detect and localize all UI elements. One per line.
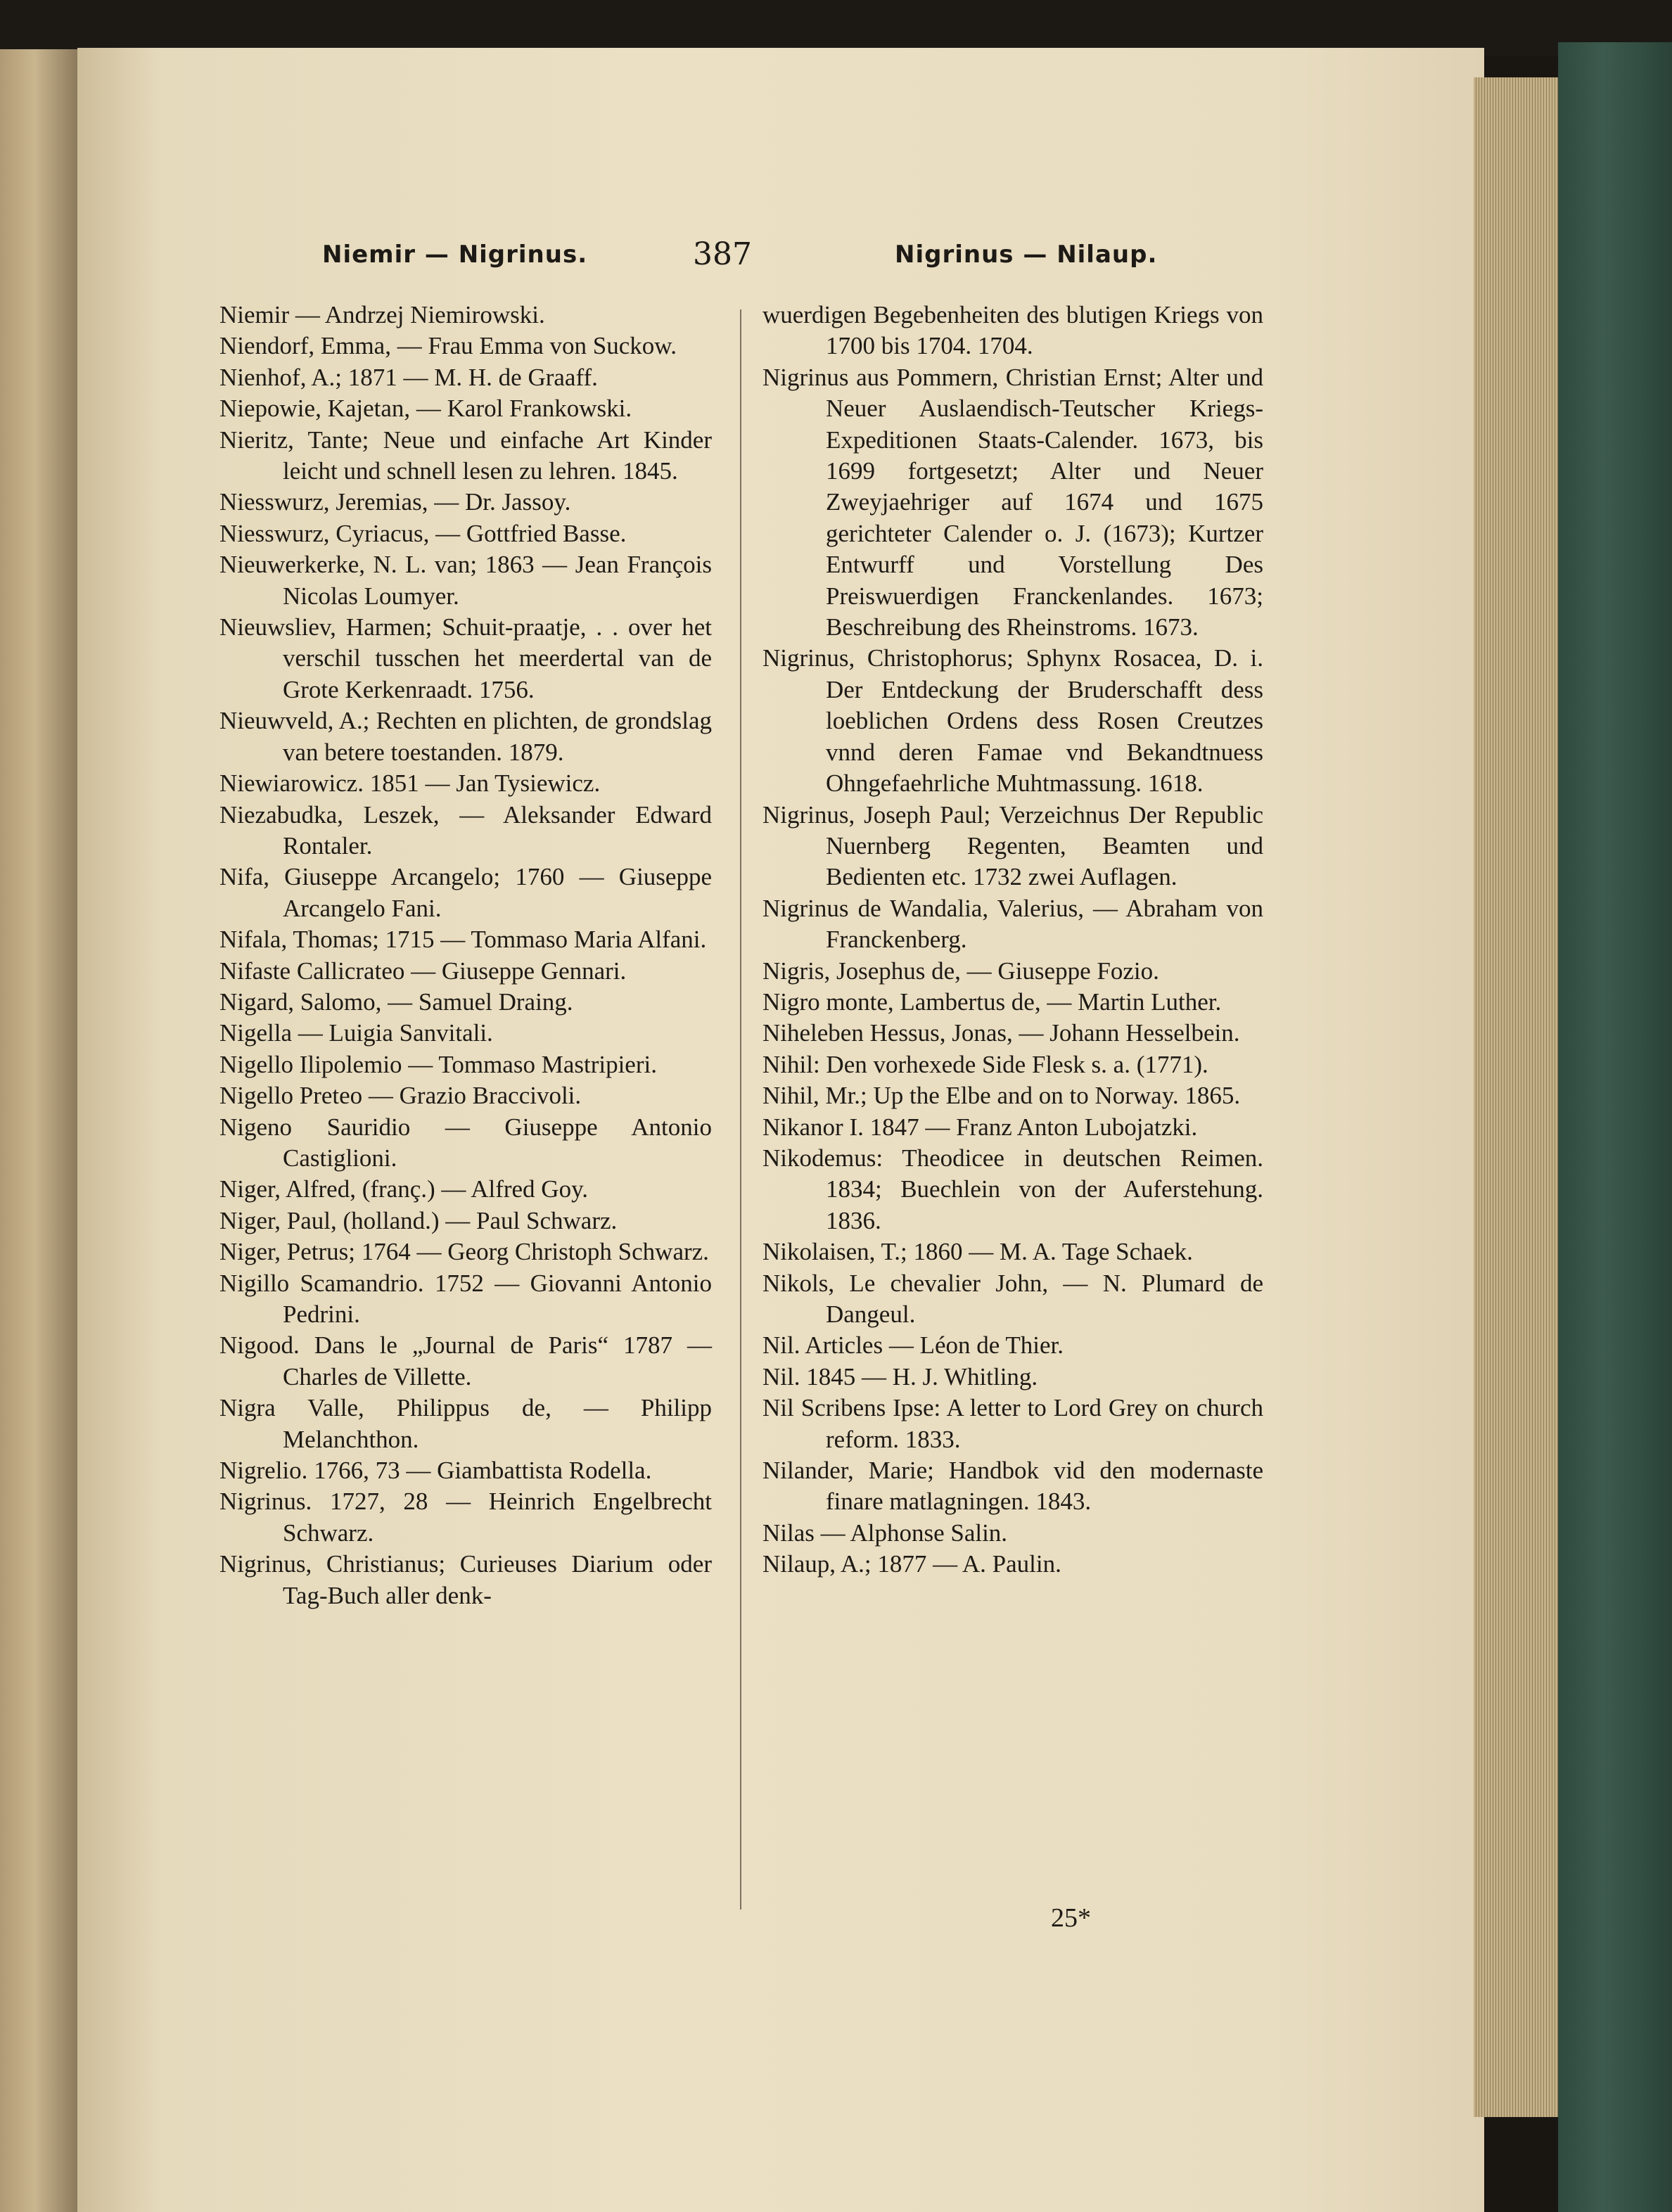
index-entry: Nigello Preteo — Grazio Braccivoli. <box>219 1082 582 1110</box>
index-entry: Nilander, Marie; Handbok vid den modernaste finare matlagningen. 1843. <box>762 1457 1263 1516</box>
index-entry: Nieuwveld, A.; Rechten en plichten, de grondslag van betere toestanden. 1879. <box>219 707 712 766</box>
index-entry: Nienhof, A.; 1871 — M. H. de Graaff. <box>219 363 598 391</box>
index-entry: Nigrinus, Christophorus; Sphynx Rosacea, D. i. Der Entdeckung der Bruderschafft dess loeblichen Ordens dess Rosen Creutzes vnnd deren Famae vnd Bekandtnuess Ohngefaehrliche Muhtmassung. 1618. <box>762 644 1263 798</box>
index-entry: Nikols, Le chevalier John, — N. Plumard de Dangeul. <box>762 1269 1263 1328</box>
index-entry: Nihil: Den vorhexede Side Flesk s. a. (1771). <box>762 1050 1208 1078</box>
book-binding-cloth <box>1558 42 1672 2212</box>
index-entry: Niezabudka, Leszek, — Aleksander Edward Rontaler. <box>219 800 712 859</box>
index-entry: Nigra Valle, Philippus de, — Philipp Melanchthon. <box>219 1394 712 1453</box>
index-entry: Nieuwsliev, Harmen; Schuit-praatje, . . over het verschil tusschen het meerdertal van de Grote Kerkenraadt. 1756. <box>219 613 712 703</box>
index-entry: Nigella — Luigia Sanvitali. <box>219 1019 493 1047</box>
index-entry: wuerdigen Begebenheiten des blutigen Kriegs von 1700 bis 1704. 1704. <box>762 301 1263 360</box>
index-entry: Nigris, Josephus de, — Giuseppe Fozio. <box>762 957 1159 985</box>
index-entry: Niemir — Andrzej Niemirowski. <box>219 301 545 328</box>
index-entry: Niesswurz, Cyriacus, — Gottfried Basse. <box>219 519 627 547</box>
index-entry: Niewiarowicz. 1851 — Jan Tysiewicz. <box>219 769 601 798</box>
index-entry: Nifala, Thomas; 1715 — Tommaso Maria Alfani. <box>219 926 707 954</box>
index-entry: Nigood. Dans le „Journal de Paris“ 1787 — Charles de Villette. <box>219 1331 712 1391</box>
index-entry: Nifaste Callicrateo — Giuseppe Gennari. <box>219 957 627 985</box>
index-entry: Nigrinus aus Pommern, Christian Ernst; Alter und Neuer Auslaendisch-Teutscher Kriegs-Expeditionen Staats-Calender. 1673, bis 1699 fortgesetzt; Alter und Neuer Zweyjaehriger auf 1674 und 1675 gerichteter Calender o. J. (1673); Kurtzer Entwurff und Vorstellung Des Preiswuerdigen Franckenlandes. 1673; Beschreibung des Rheinstroms. 1673. <box>762 363 1263 641</box>
index-entry: Niheleben Hessus, Jonas, — Johann Hesselbein. <box>762 1019 1240 1047</box>
index-entry: Nigeno Sauridio — Giuseppe Antonio Castiglioni. <box>219 1113 712 1172</box>
index-entry: Niepowie, Kajetan, — Karol Frankowski. <box>219 395 632 423</box>
index-entry: Niesswurz, Jeremias, — Dr. Jassoy. <box>219 488 571 516</box>
index-entry: Niger, Alfred, (franç.) — Alfred Goy. <box>219 1175 589 1203</box>
index-entry: Nigrinus, Joseph Paul; Verzeichnus Der Republic Nuernberg Regenten, Beamten und Bedienten etc. 1732 zwei Auflagen. <box>762 800 1263 891</box>
right-column <box>762 300 1263 1580</box>
index-entry: Nigard, Salomo, — Samuel Draing. <box>219 987 573 1016</box>
index-entry: Nigrinus de Wandalia, Valerius, — Abraham von Franckenberg. <box>762 894 1263 954</box>
running-head-left: Niemir — Nigrinus. <box>322 241 588 269</box>
index-entry: Nieritz, Tante; Neue und einfache Art Kinder leicht und schnell lesen zu lehren. 1845. <box>219 426 712 485</box>
index-entry: Nikolaisen, T.; 1860 — M. A. Tage Schaek. <box>762 1238 1193 1266</box>
index-entry: Nifa, Giuseppe Arcangelo; 1760 — Giuseppe Arcangelo Fani. <box>219 863 712 922</box>
index-entry: Nikodemus: Theodicee in deutschen Reimen. 1834; Buechlein von der Auferstehung. 1836. <box>762 1144 1263 1234</box>
page-stack-edges <box>1474 77 1558 2117</box>
index-entry: Nil. Articles — Léon de Thier. <box>762 1331 1064 1360</box>
index-entry: Niger, Paul, (holland.) — Paul Schwarz. <box>219 1206 618 1234</box>
index-entry: Nikanor I. 1847 — Franz Anton Lubojatzki. <box>762 1113 1198 1141</box>
index-entry: Nilaup, A.; 1877 — A. Paulin. <box>762 1550 1061 1578</box>
index-entry: Nigillo Scamandrio. 1752 — Giovanni Antonio Pedrini. <box>219 1269 712 1328</box>
index-entry: Nigello Ilipolemio — Tommaso Mastripieri. <box>219 1050 657 1078</box>
index-entry: Nigrelio. 1766, 73 — Giambattista Rodella. <box>219 1457 652 1485</box>
index-entry: Nigro monte, Lambertus de, — Martin Luther. <box>762 987 1222 1016</box>
running-head-right: Nigrinus — Nilaup. <box>895 241 1158 269</box>
index-entry: Nilas — Alphonse Salin. <box>762 1519 1008 1547</box>
index-entry: Niendorf, Emma, — Frau Emma von Suckow. <box>219 332 677 360</box>
index-entry: Nihil, Mr.; Up the Elbe and on to Norway. 1865. <box>762 1082 1241 1110</box>
index-entry: Nil. 1845 — H. J. Whitling. <box>762 1362 1038 1391</box>
index-entry: Nigrinus, Christianus; Curieuses Diarium oder Tag-Buch aller denk- <box>219 1550 712 1609</box>
index-entry: Nieuwerkerke, N. L. van; 1863 — Jean François Nicolas Loumyer. <box>219 551 712 610</box>
left-column <box>219 300 712 1611</box>
page-number: 387 <box>693 236 752 272</box>
left-page-edge <box>0 49 77 2212</box>
index-entry: Nil Scribens Ipse: A letter to Lord Grey on church reform. 1833. <box>762 1394 1263 1453</box>
signature-mark: 25* <box>1051 1903 1091 1933</box>
index-entry: Niger, Petrus; 1764 — Georg Christoph Schwarz. <box>219 1238 709 1266</box>
index-entry: Nigrinus. 1727, 28 — Heinrich Engelbrecht Schwarz. <box>219 1488 712 1547</box>
column-divider <box>740 309 741 1910</box>
